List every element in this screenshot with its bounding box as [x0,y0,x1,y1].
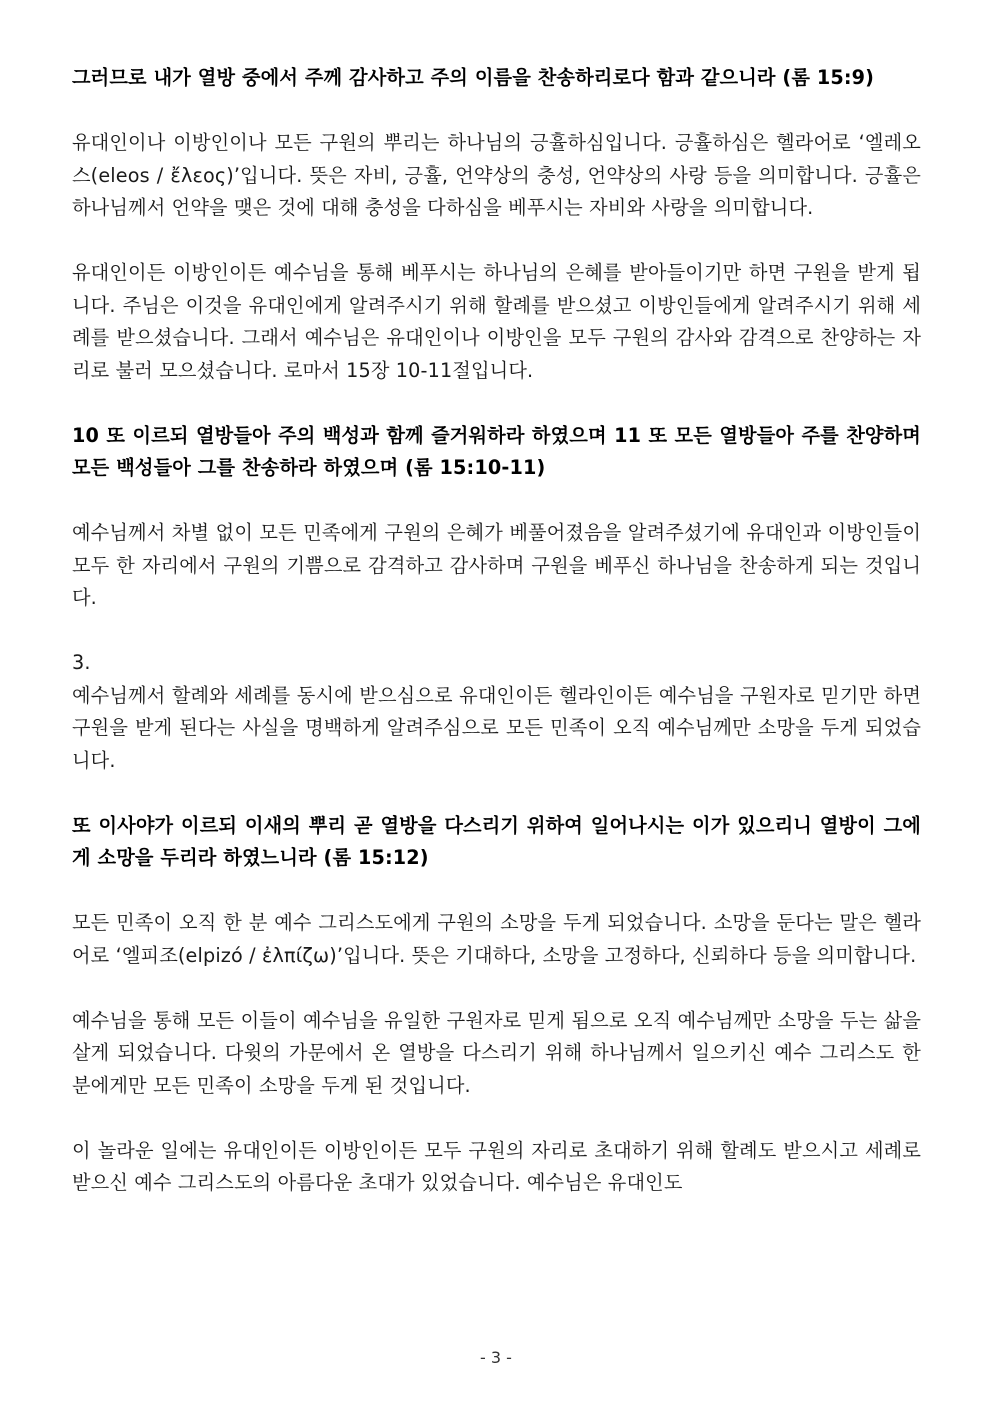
paragraph-eleos: 유대인이나 이방인이나 모든 구원의 뿌리는 하나님의 긍휼하심입니다. 긍휼하심은 헬라어로 ‘엘레오스(eleos / ἔλεος)’입니다. 뜻은 자비, 긍휼, 언약상의 충성, 언약상의 사랑 등을 의미합니다. 긍휼은 하나님께서 언약을 맺은 것에 대해 충성을 다하심을 베푸시는 자비와 사랑을 의미합니다. [72,131,921,219]
paragraph-invitation: 이 놀라운 일에는 유대인이든 이방인이든 모두 구원의 자리로 초대하기 위해 할례도 받으시고 세례로 받으신 예수 그리스도의 아름다운 초대가 있었습니다. 예수님은 유대인도 [72,1138,921,1194]
paragraph-circumcision-baptism: 유대인이든 이방인이든 예수님을 통해 베푸시는 하나님의 은혜를 받아들이기만 하면 구원을 받게 됩니다. 주님은 이것을 유대인에게 알려주시기 위해 할례를 받으셨고 이방인들에게 알려주시기 위해 세례를 받으셨습니다. 그래서 예수님은 유대인이나 이방인을 모두 구원의 감사와 감격으로 찬양하는 자리로 불러 모으셨습니다. 로마서 15장 10-11절입니다. [72,261,921,382]
paragraph-praise-together: 예수님께서 차별 없이 모든 민족에게 구원의 은혜가 베풀어졌음을 알려주셨기에 유대인과 이방인들이 모두 한 자리에서 구원의 기쁨으로 감격하고 감사하며 구원을 베푸신 하나님을 찬송하게 되는 것입니다. [72,521,921,609]
page-number: - 3 - [480,1348,512,1367]
scripture-verse-rom-15-10-11: 10 또 이르되 열방들아 주의 백성과 함께 즐거워하라 하였으며 11 또 모든 열방들아 주를 찬양하며 모든 백성들아 그를 찬송하라 하였으며 (롬 15:10-11) [72,423,921,479]
scripture-verse-rom-15-12: 또 이사야가 이르되 이새의 뿌리 곧 열방을 다스리기 위하여 일어나시는 이가 있으리니 열방이 그에게 소망을 두리라 하였느니라 (롬 15:12) [72,813,921,869]
document-page [72,62,921,1200]
scripture-verse-rom-15-9: 그러므로 내가 열방 중에서 주께 감사하고 주의 이름을 찬송하리로다 함과 같으니라 (롬 15:9) [72,66,875,89]
paragraph-elpizo: 모든 민족이 오직 한 분 예수 그리스도에게 구원의 소망을 두게 되었습니다. 소망을 둔다는 말은 헬라어로 ‘엘피조(elpizó / ἐλπίζω)’입니다. 뜻은 기대하다, 소망을 고정하다, 신뢰하다 등을 의미합니다. [72,911,921,967]
paragraph-only-savior: 예수님을 통해 모든 이들이 예수님을 유일한 구원자로 믿게 됨으로 오직 예수님께만 소망을 두는 삶을 살게 되었습니다. 다윗의 가문에서 온 열방을 다스리기 위해 하나님께서 일으키신 예수 그리스도 한 분에게만 모든 민족이 소망을 두게 된 것입니다. [72,1008,921,1097]
section-number: 3. [72,651,91,674]
paragraph-hope-in-jesus: 예수님께서 할례와 세례를 동시에 받으심으로 유대인이든 헬라인이든 예수님을 구원자로 믿기만 하면 구원을 받게 된다는 사실을 명백하게 알려주심으로 모든 민족이 오직 예수님께만 소망을 두게 되었습니다. [72,683,921,772]
